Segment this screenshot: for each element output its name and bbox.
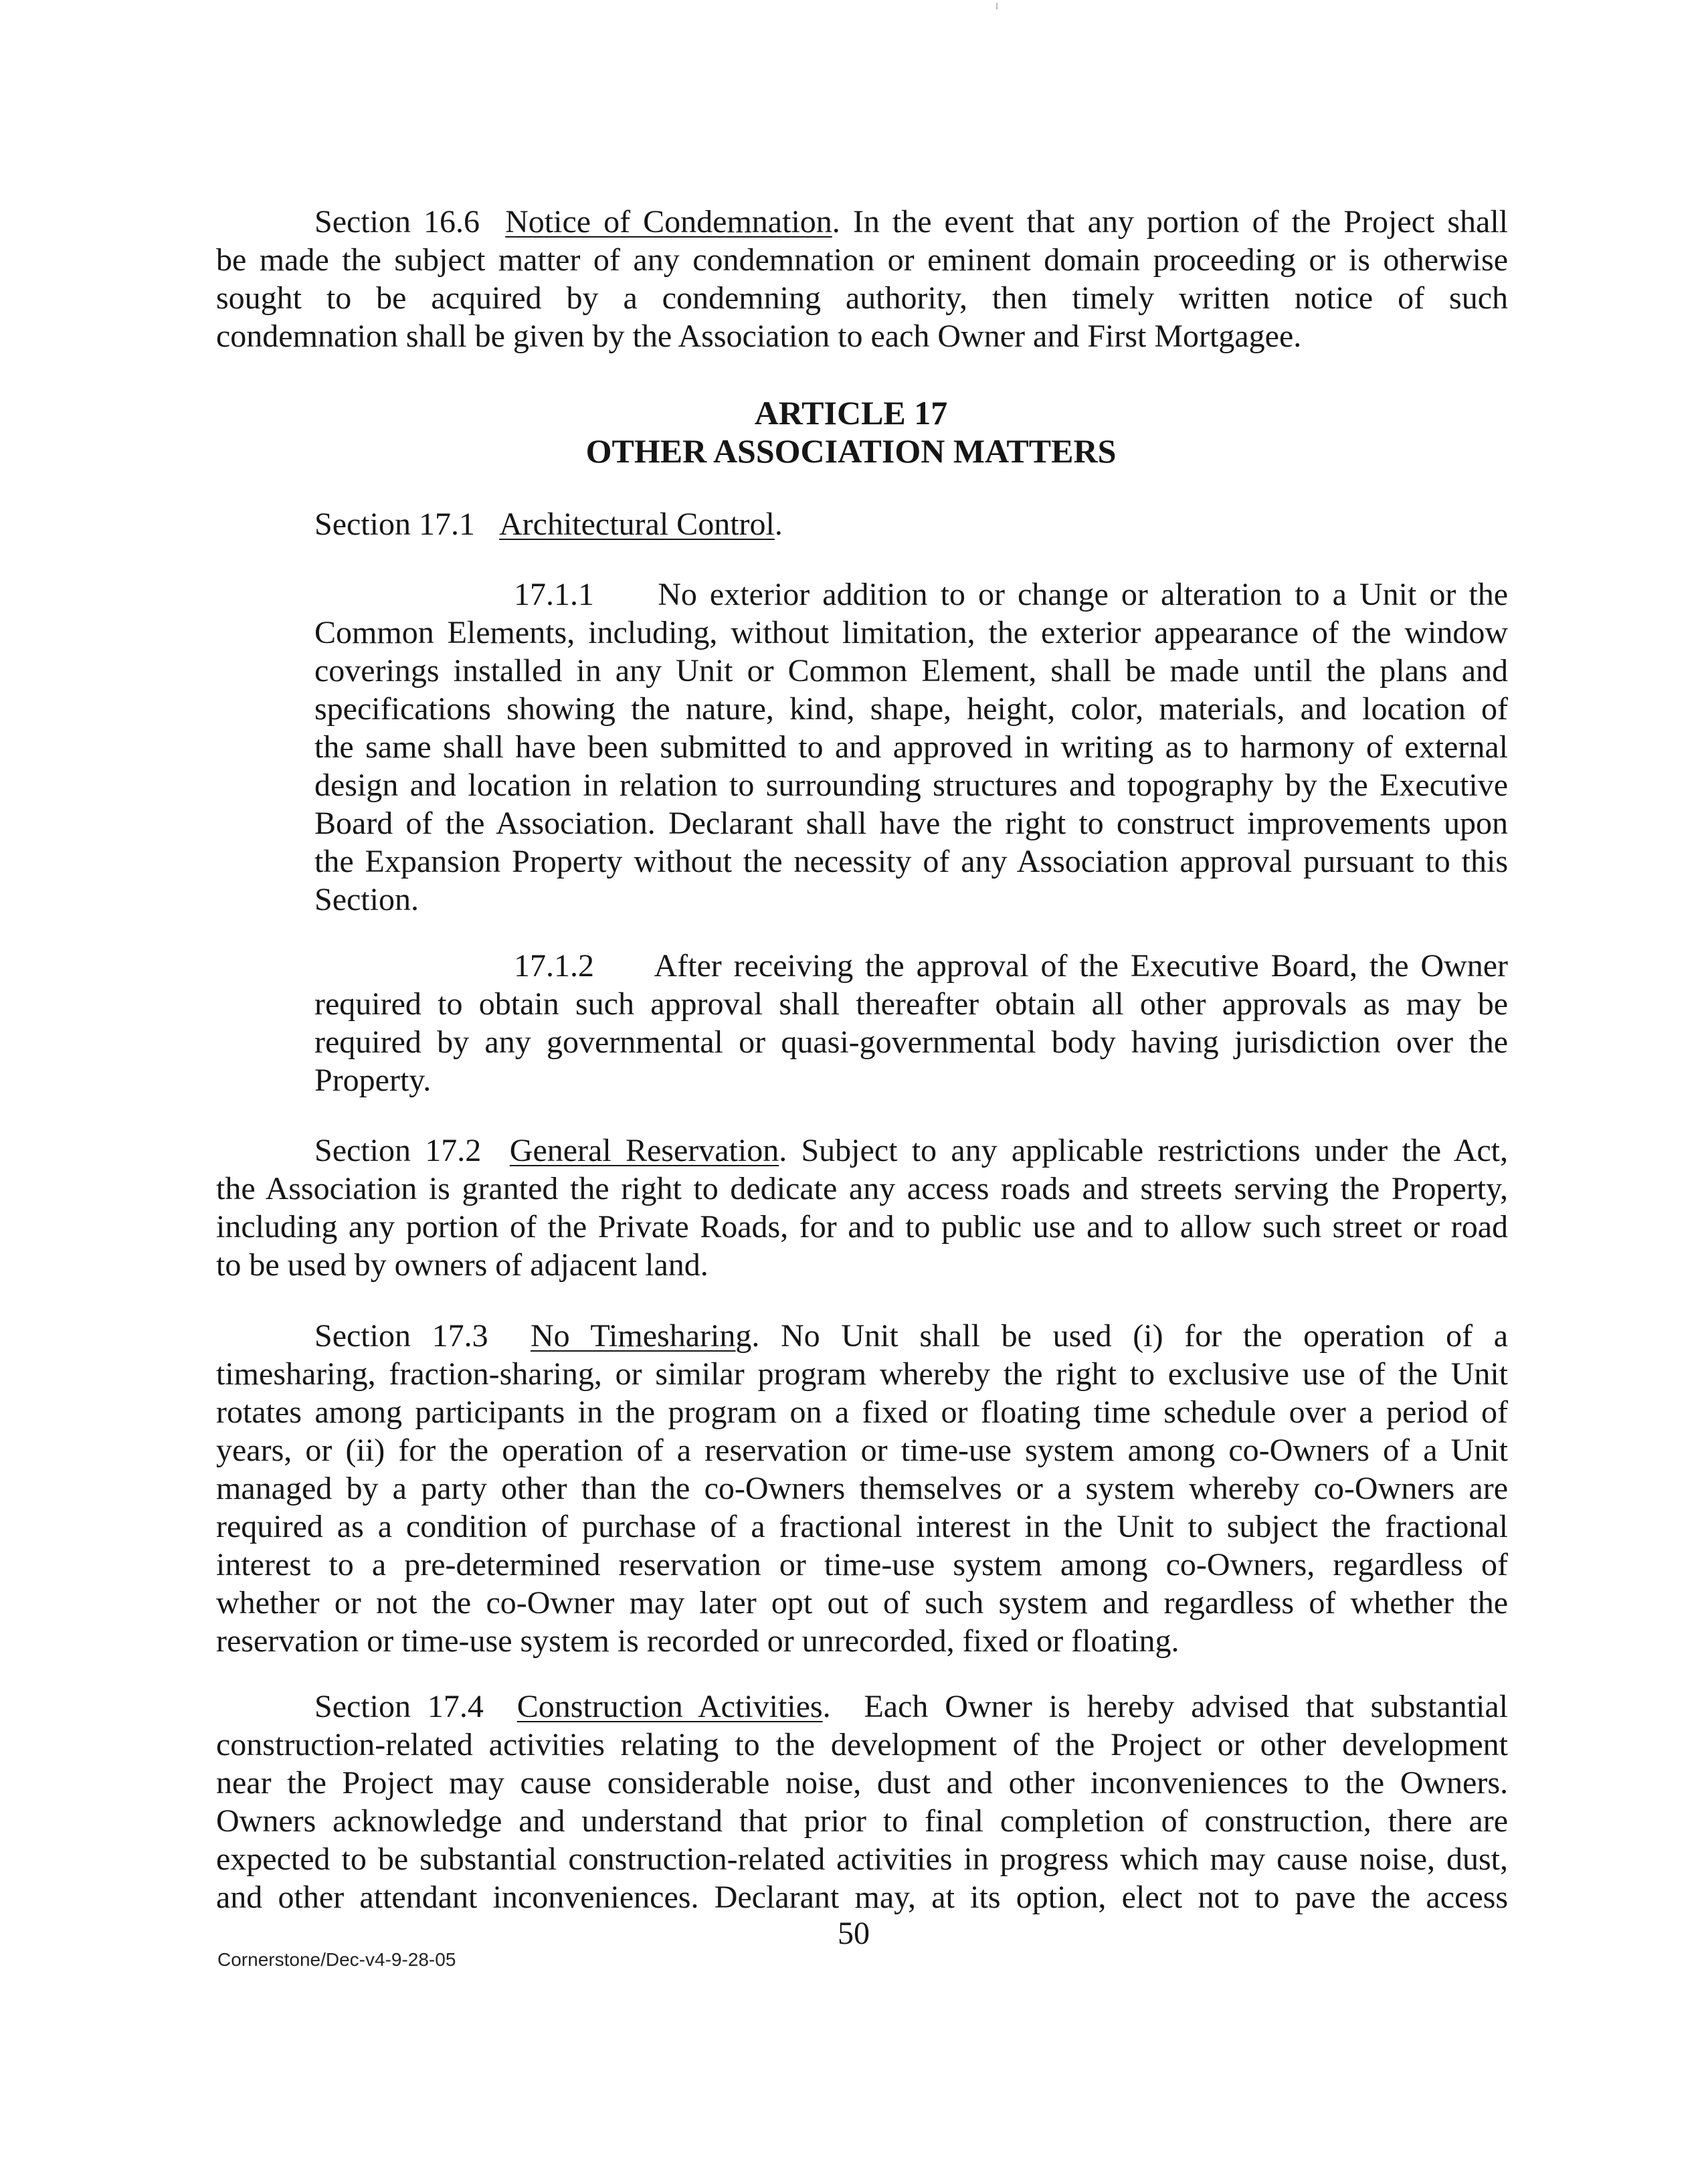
section-17-3-line: rotates among participants in the program on a fixed or floating time schedule over a period of	[216, 1394, 1508, 1430]
section-17-2-line: the Association is granted the right to dedicate any access roads and streets serving the Property,	[216, 1171, 1508, 1206]
section-17-3-line: managed by a party other than the co-Owners themselves or a system whereby co-Owners are	[216, 1471, 1508, 1506]
section-17-4-line: Owners acknowledge and understand that prior to final completion of construction, there are	[216, 1803, 1508, 1839]
section-17-4-line: near the Project may cause considerable noise, dust and other inconveniences to the Owners.	[216, 1765, 1508, 1801]
subsection-17-1-1-label: 17.1.1	[514, 577, 594, 612]
subsection-17-1-1-line: Section.	[314, 882, 419, 917]
section-17-4-line: expected to be substantial construction-related activities in progress which may cause noise, dust,	[216, 1841, 1508, 1877]
section-17-3-line: timesharing, fraction-sharing, or similar program whereby the right to exclusive use of the Unit	[216, 1356, 1508, 1392]
section-17-4-line: and other attendant inconveniences. Declarant may, at its option, elect not to pave the access	[216, 1880, 1508, 1915]
section-17-4-label: Section 17.4	[314, 1689, 484, 1724]
subsection-17-1-1-line: the Expansion Property without the necessity of any Association approval pursuant to this	[314, 844, 1508, 879]
subsection-17-1-1-line: Common Elements, including, without limitation, the exterior appearance of the window	[314, 615, 1508, 650]
section-17-3-label: Section 17.3	[314, 1318, 488, 1354]
section-17-3-line: reservation or time-use system is recorded or unrecorded, fixed or floating.	[216, 1623, 1179, 1659]
section-17-2-label: Section 17.2	[314, 1133, 482, 1168]
section-17-4-first-line: Section 17.4 Construction Activities. Each Owner is hereby advised that substantial	[314, 1689, 1508, 1724]
section-17-1-heading: Section 17.1 Architectural Control.	[314, 507, 783, 542]
section-17-3-line: required as a condition of purchase of a fractional interest in the Unit to subject the fractional	[216, 1509, 1508, 1544]
section-16-6-line: condemnation shall be given by the Association to each Owner and First Mortgagee.	[216, 318, 1302, 354]
section-17-4-title: Construction Activities	[516, 1689, 823, 1724]
section-16-6-label: Section 16.6	[314, 204, 480, 240]
section-17-3-line: whether or not the co-Owner may later opt out of such system and regardless of whether the	[216, 1585, 1508, 1621]
section-17-3	[216, 1317, 1508, 1660]
page-number: 50	[838, 1916, 870, 1951]
section-17-4	[216, 1688, 1508, 1916]
section-16-6-first-line: Section 16.6 Notice of Condemnation. In the event that any portion of the Project shall	[314, 204, 1508, 240]
document-footer-id: Cornerstone/Dec-v4-9-28-05	[217, 1949, 456, 1970]
subsection-17-1-2-line: required to obtain such approval shall thereafter obtain all other approvals as may be	[314, 986, 1508, 1022]
section-16-6-line: In the event that any portion of the Project shall	[852, 204, 1508, 240]
section-17-3-first-line: Section 17.3 No Timesharing. No Unit shall be used (i) for the operation of a	[314, 1318, 1509, 1354]
section-17-1-label: Section 17.1	[314, 507, 475, 542]
subsection-17-1-2	[314, 947, 1508, 1099]
subsection-17-1-1-line: Board of the Association. Declarant shall have the right to construct improvements upon	[314, 806, 1508, 841]
subsection-17-1-2-line: required by any governmental or quasi-governmental body having jurisdiction over the	[314, 1024, 1508, 1060]
section-17-2-line: to be used by owners of adjacent land.	[216, 1247, 708, 1283]
subsection-17-1-1-line: No exterior addition to or change or alteration to a Unit or the	[658, 577, 1509, 612]
section-16-6-line: be made the subject matter of any condemnation or eminent domain proceeding or is otherwise	[216, 242, 1508, 278]
section-17-3-line: interest to a pre-determined reservation or time-use system among co-Owners, regardless of	[216, 1547, 1508, 1582]
subsection-17-1-2-line: Property.	[314, 1063, 432, 1098]
subsection-17-1-1-line: the same shall have been submitted to and approved in writing as to harmony of external	[314, 729, 1508, 765]
section-17-3-line: No Unit shall be used (i) for the operation of a	[781, 1318, 1509, 1354]
subsection-17-1-1	[314, 575, 1508, 919]
section-17-1-title: Architectural Control	[498, 507, 775, 542]
article-number: ARTICLE 17	[754, 394, 948, 432]
section-17-2-line: Subject to any applicable restrictions under the Act,	[801, 1133, 1509, 1168]
section-17-2-title: General Reservation	[509, 1133, 779, 1168]
section-17-4-line: Each Owner is hereby advised that substantial	[864, 1689, 1508, 1724]
scan-mark	[996, 3, 998, 9]
subsection-17-1-1-line: coverings installed in any Unit or Common Element, shall be made until the plans and	[314, 653, 1508, 689]
section-16-6-title: Notice of Condemnation	[505, 204, 832, 240]
section-17-2-line: including any portion of the Private Roads, for and to public use and to allow such street or road	[216, 1209, 1508, 1245]
subsection-17-1-2-line: After receiving the approval of the Executive Board, the Owner	[654, 948, 1509, 984]
section-17-3-line: years, or (ii) for the operation of a reservation or time-use system among co-Owners of a Unit	[216, 1433, 1508, 1468]
section-17-2	[216, 1131, 1508, 1284]
section-17-4-line: construction-related activities relating to the development of the Project or other development	[216, 1727, 1508, 1762]
section-17-3-title: No Timesharing	[530, 1318, 752, 1354]
subsection-17-1-2-label: 17.1.2	[514, 948, 594, 984]
article-title: OTHER ASSOCIATION MATTERS	[585, 432, 1117, 470]
section-16-6	[216, 203, 1508, 355]
section-17-2-first-line: Section 17.2 General Reservation. Subject to any applicable restrictions under the Act,	[314, 1133, 1509, 1168]
section-17-1	[314, 505, 1452, 543]
section-16-6-line: sought to be acquired by a condemning authority, then timely written notice of such	[216, 280, 1508, 316]
subsection-17-1-2-first-line	[314, 947, 1508, 985]
subsection-17-1-1-first-line	[314, 575, 1508, 614]
subsection-17-1-1-line: specifications showing the nature, kind, shape, height, color, materials, and location of	[314, 691, 1508, 727]
subsection-17-1-1-line: design and location in relation to surrounding structures and topography by the Executive	[314, 767, 1508, 803]
